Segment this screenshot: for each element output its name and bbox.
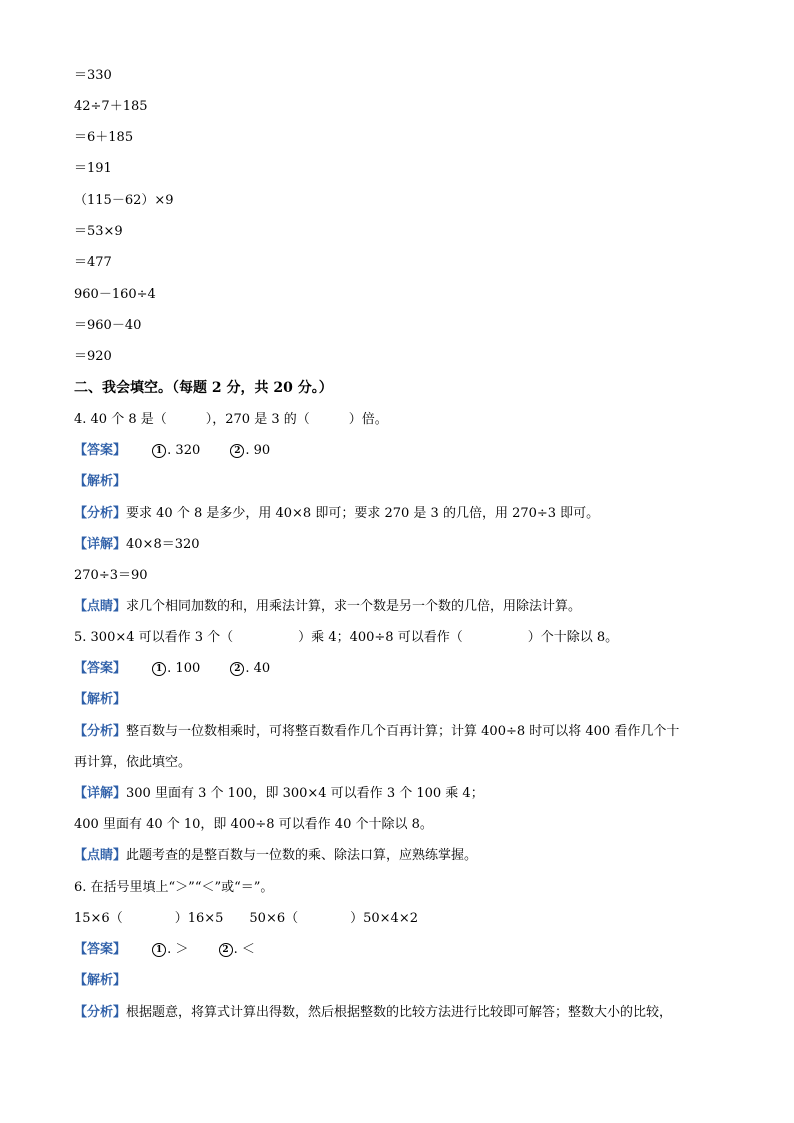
circled-number-icon: 1 xyxy=(152,662,166,676)
calc-line: （115－62）×9 xyxy=(74,193,174,208)
analysis-heading: 【解析】 xyxy=(74,692,127,707)
answer-value: . ＜ xyxy=(233,942,255,957)
calc-line: 42÷7＋185 xyxy=(74,99,148,114)
question-6: 6. 在括号里填上“＞”“＜”或“＝”。 xyxy=(74,880,274,895)
tip-row: 【点睛】此题考查的是整百数与一位数的乘、除法口算，应熟练掌握。 xyxy=(74,848,478,863)
answer-row xyxy=(74,941,734,959)
detail-row: 270÷3＝90 xyxy=(74,568,148,583)
answer-tag: 【答案】 xyxy=(74,661,127,676)
answer-row xyxy=(74,442,734,460)
analysis-row: 【分析】根据题意，将算式计算出得数，然后根据整数的比较方法进行比较即可解答；整数大小的比较， xyxy=(74,1005,673,1020)
tip-row: 【点睛】求几个相同加数的和，用乘法计算，求一个数是另一个数的几倍，用除法计算。 xyxy=(74,599,582,614)
calc-line: ＝330 xyxy=(74,68,112,83)
circled-number-icon: 2 xyxy=(230,662,244,676)
answer-value: . 90 xyxy=(245,443,271,458)
answer-value: . 40 xyxy=(245,661,271,676)
detail-row: 400 里面有 40 个 10，即 400÷8 可以看作 40 个十除以 8。 xyxy=(74,817,433,832)
detail-row: 【详解】300 里面有 3 个 100，即 300×4 可以看作 3 个 100 乘 4； xyxy=(74,786,484,801)
calc-line: ＝191 xyxy=(74,161,112,176)
answer-value: . ＞ xyxy=(167,942,189,957)
answer-tag: 【答案】 xyxy=(74,443,127,458)
answer-value: . 320 xyxy=(167,443,201,458)
question-5: 5. 300×4 可以看作 3 个（ ）乘 4；400÷8 可以看作（ ）个十除以 8。 xyxy=(74,630,619,645)
calc-line: ＝477 xyxy=(74,255,112,270)
analysis-row: 再计算，依此填空。 xyxy=(74,755,192,770)
answer-row xyxy=(74,660,734,678)
calc-line: 960－160÷4 xyxy=(74,287,156,302)
section-title: 二、我会填空。（每题 2 分，共 20 分。） xyxy=(74,380,333,396)
analysis-heading: 【解析】 xyxy=(74,474,127,489)
circled-number-icon: 2 xyxy=(219,943,233,957)
circled-number-icon: 1 xyxy=(152,444,166,458)
answer-value: . 100 xyxy=(167,661,201,676)
circled-number-icon: 2 xyxy=(230,444,244,458)
question-4: 4. 40 个 8 是（ ），270 是 3 的（ ）倍。 xyxy=(74,412,388,427)
answer-tag: 【答案】 xyxy=(74,942,127,957)
question-6-expression: 15×6（ ）16×5 50×6（ ）50×4×2 xyxy=(74,911,418,926)
detail-row: 【详解】40×8＝320 xyxy=(74,537,200,552)
calc-line: ＝6＋185 xyxy=(74,130,134,145)
circled-number-icon: 1 xyxy=(152,943,166,957)
calc-line: ＝920 xyxy=(74,349,112,364)
calc-line: ＝960－40 xyxy=(74,318,142,333)
analysis-row: 【分析】要求 40 个 8 是多少，用 40×8 即可；要求 270 是 3 的几倍，用 270÷3 即可。 xyxy=(74,506,600,521)
calc-line: ＝53×9 xyxy=(74,224,123,239)
analysis-row: 【分析】整百数与一位数相乘时，可将整百数看作几个百再计算；计算 400÷8 时可以将 400 看作几个十 xyxy=(74,724,680,739)
analysis-heading: 【解析】 xyxy=(74,973,127,988)
